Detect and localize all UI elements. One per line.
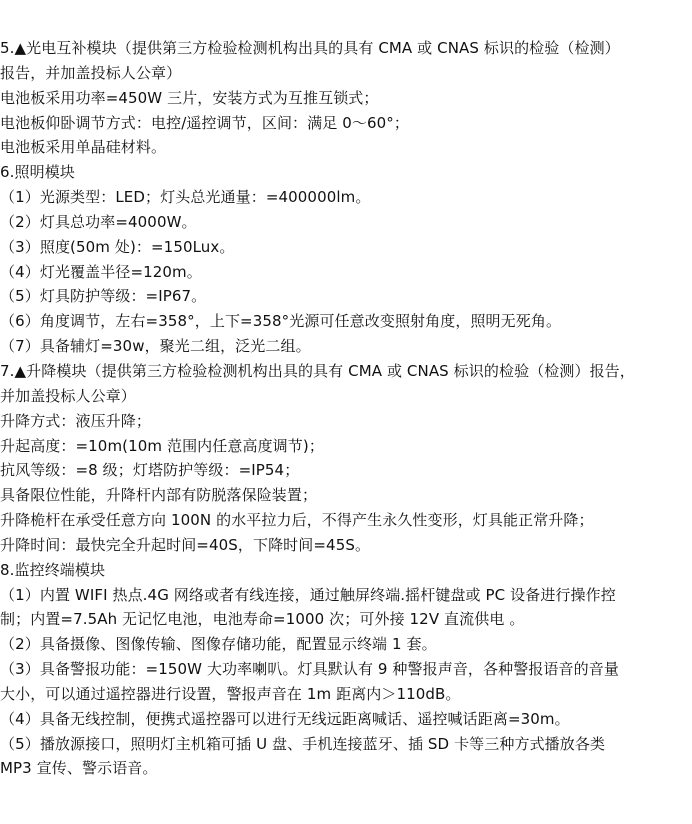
text-line: 电池板采用单晶硅材料。 bbox=[0, 138, 167, 157]
text-line: （2）灯具总功率=4000W。 bbox=[0, 212, 197, 231]
text-line: （4）具备无线控制，便携式遥控器可以进行无线远距离喊话、遥控喊话距离=30m。 bbox=[0, 709, 570, 728]
text-line: MP3 宣传、警示语音。 bbox=[0, 759, 158, 778]
text-line: （2）具备摄像、图像传输、图像存储功能，配置显示终端 1 套。 bbox=[0, 635, 437, 654]
text-line: （7）具备辅灯=30w，聚光二组，泛光二组。 bbox=[0, 337, 311, 356]
text-line: （3）具备警报功能：=150W 大功率喇叭。灯具默认有 9 种警报声音，各种警报语音的音量 bbox=[0, 660, 619, 679]
section-heading: 7.▲升降模块（提供第三方检验检测机构出具的具有 CMA 或 CNAS 标识的检验（检测）报告， bbox=[0, 361, 635, 380]
text-line: 升降桅杆在承受任意方向 100N 的水平拉力后，不得产生永久性变形，灯具能正常升降； bbox=[0, 511, 594, 530]
section-heading: 6.照明模块 bbox=[0, 163, 75, 182]
text-line: 大小，可以通过遥控器进行设置，警报声音在 1m 距离内＞110dB。 bbox=[0, 684, 461, 703]
text-line: 抗风等级：=8 级；灯塔防护等级：=IP54； bbox=[0, 461, 300, 480]
text-line: 并加盖投标人公章） bbox=[0, 386, 136, 405]
text-line: 电池板采用功率=450W 三片，安装方式为互推互锁式； bbox=[0, 88, 379, 107]
text-line: （5）播放源接口，照明灯主机箱可插 U 盘、手机连接蓝牙、插 SD 卡等三种方式播放各类 bbox=[0, 734, 606, 753]
text-line: 制；内置=7.5Ah 无记忆电池，电池寿命=1000 次；可外接 12V 直流供电 。 bbox=[0, 610, 525, 629]
text-line: 电池板仰卧调节方式：电控/遥控调节，区间：满足 0～60°； bbox=[0, 113, 409, 132]
text-line: （6）角度调节，左右=358°，上下=358°光源可任意改变照射角度，照明无死角。 bbox=[0, 312, 562, 331]
text-line: 升降方式：液压升降； bbox=[0, 411, 152, 430]
text-line: （1）内置 WIFI 热点.4G 网络或者有线连接，通过触屏终端.摇杆键盘或 PC 设备进行操作控 bbox=[0, 585, 616, 604]
text-line: 升起高度：=10m(10m 范围内任意高度调节)； bbox=[0, 436, 324, 455]
text-line: （3）照度(50m 处)：=150Lux。 bbox=[0, 237, 235, 256]
section-heading: 8.监控终端模块 bbox=[0, 560, 106, 579]
text-line: （5）灯具防护等级：=IP67。 bbox=[0, 287, 207, 306]
text-line: （1）光源类型：LED；灯头总光通量：=400000lm。 bbox=[0, 188, 371, 207]
document-body bbox=[0, 36, 692, 781]
text-line: 报告，并加盖投标人公章） bbox=[0, 63, 182, 82]
text-line: 具备限位性能，升降杆内部有防脱落保险装置； bbox=[0, 486, 318, 505]
text-line: （4）灯光覆盖半径=120m。 bbox=[0, 262, 202, 281]
text-line: 升降时间：最快完全升起时间=40S，下降时间=45S。 bbox=[0, 535, 371, 554]
text-line: 5.▲光电互补模块（提供第三方检验检测机构出具的具有 CMA 或 CNAS 标识的检验（检测） bbox=[0, 39, 620, 57]
